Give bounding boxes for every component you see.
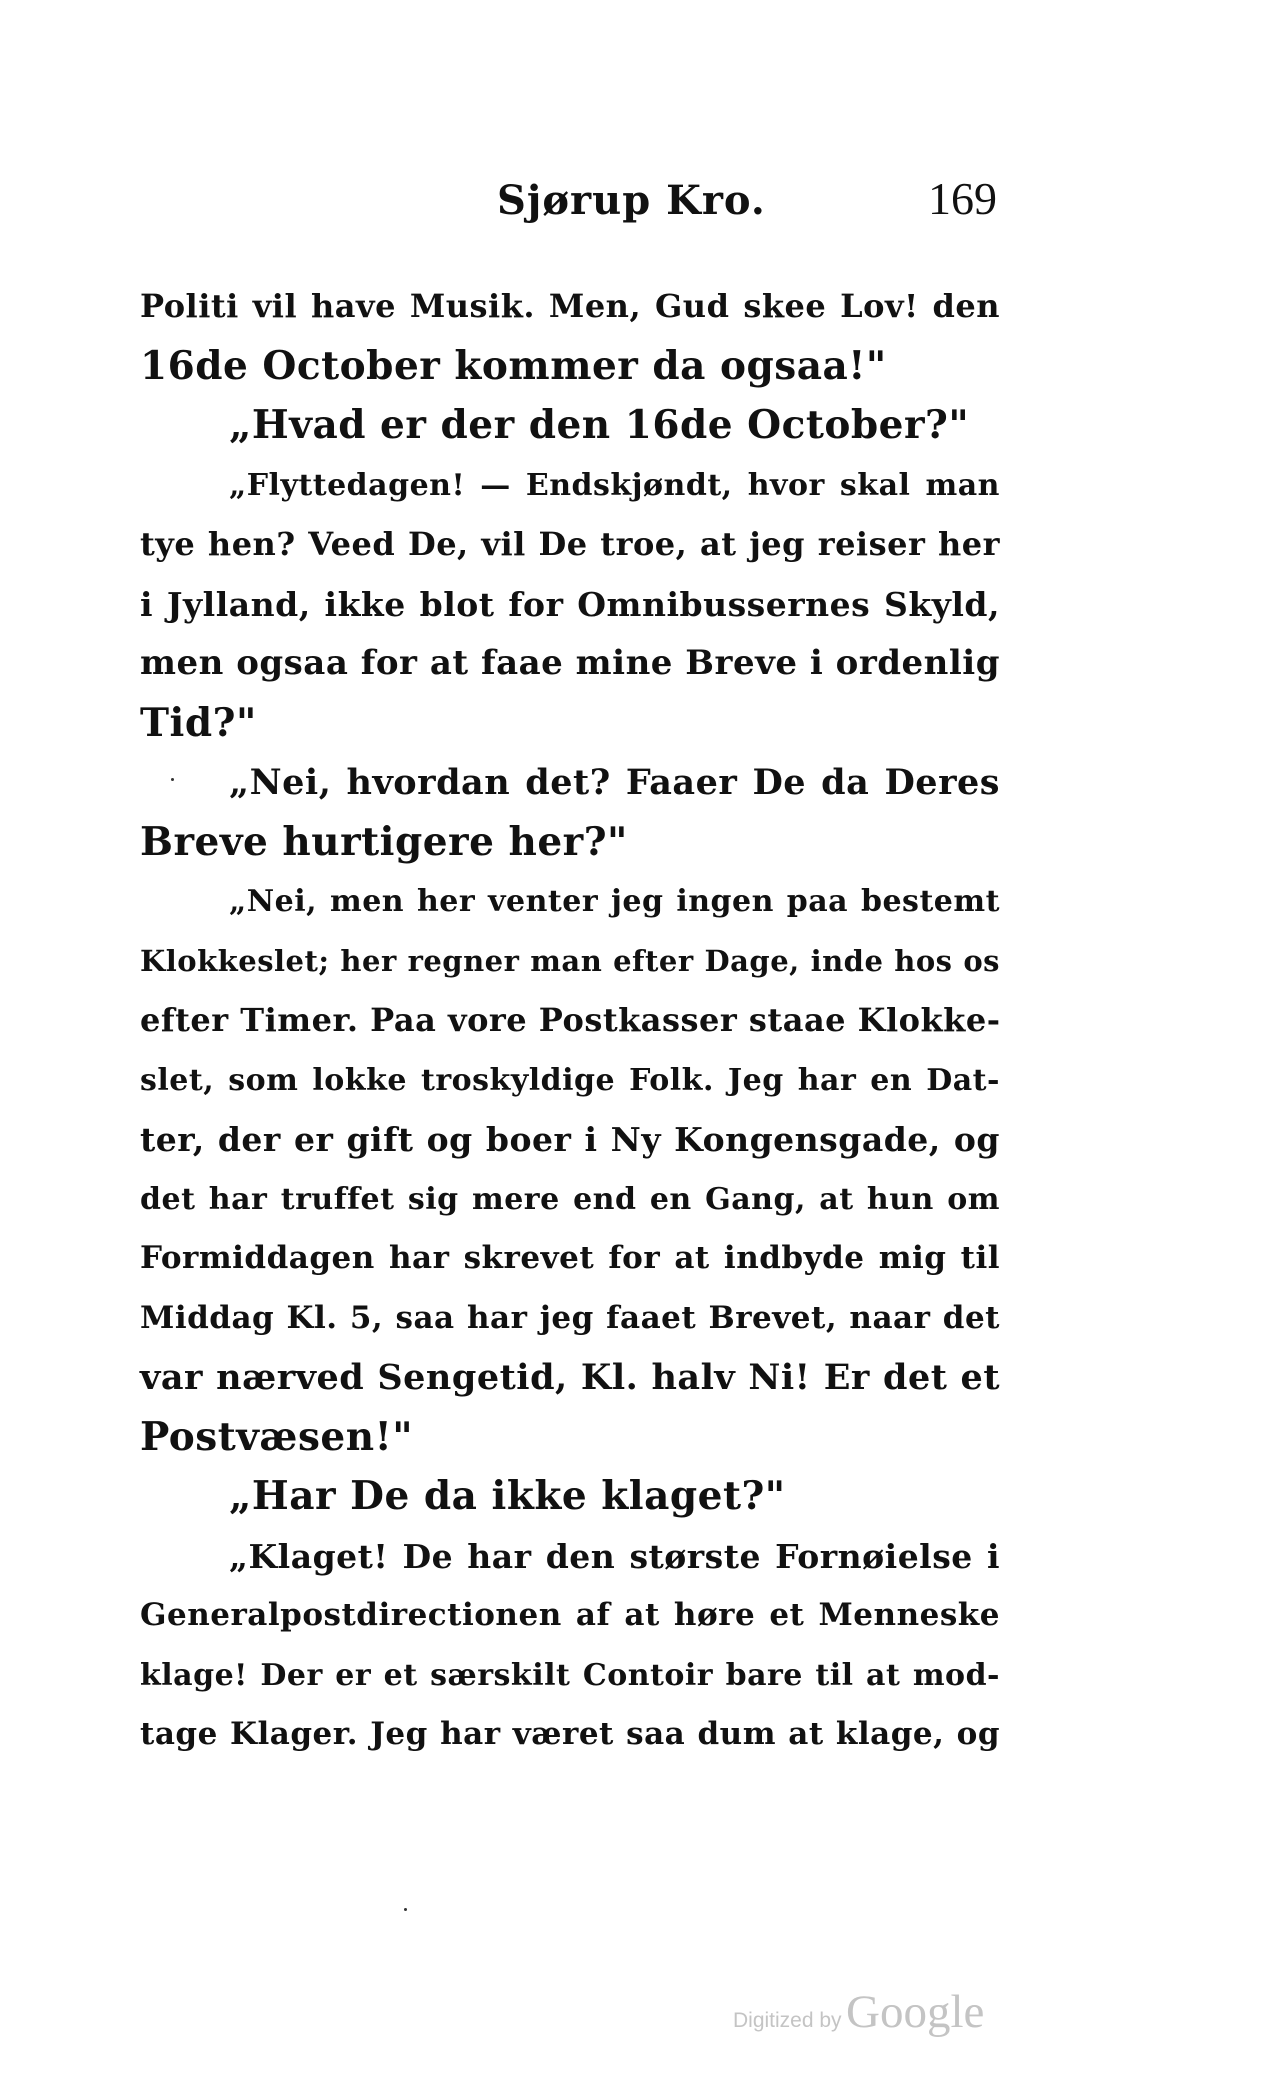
page-number: 169 [928, 173, 997, 224]
text-line: Klokkeslet; her regner man efter Dage, inde hos os [140, 943, 1000, 978]
text-line: Generalpostdirectionen af at høre et Menneske [140, 1597, 1000, 1633]
body-text [140, 277, 1000, 1765]
text-line: Politi vil have Musik. Men, Gud skee Lov! den [140, 287, 1000, 325]
text-line: Tid?" [140, 699, 257, 746]
text-line: men ogsaa for at faae mine Breve i ordenlig [140, 643, 1000, 683]
text-line: i Jylland, ikke blot for Omnibussernes Skyld, [140, 584, 1000, 624]
text-line: „Flyttedagen! — Endskjøndt, hvor skal man [229, 467, 1000, 503]
watermark-prefix: Digitized by [733, 2009, 842, 2032]
text-line: var nærved Sengetid, Kl. halv Ni! Er det et [140, 1357, 1000, 1398]
text-line: Postvæsen!" [140, 1413, 414, 1460]
text-line: ter, der er gift og boer i Ny Kongensgade, og [140, 1120, 1000, 1159]
text-line: „Har De da ikke klaget?" [229, 1473, 786, 1519]
text-line: tage Klager. Jeg har været saa dum at klage, og [140, 1716, 1000, 1752]
text-line: „Hvad er der den 16de October?" [229, 402, 970, 448]
text-line: klage! Der er et særskilt Contoir bare til at mod- [140, 1657, 1000, 1693]
text-line: Formiddagen har skrevet for at indbyde mig til [140, 1240, 1000, 1276]
text-line: efter Timer. Paa vore Postkasser staae Klokke- [140, 1001, 1001, 1039]
text-line: „Nei, men her venter jeg ingen paa bestemt [229, 884, 1000, 919]
text-line: slet, som lokke troskyldige Folk. Jeg har en Dat- [140, 1062, 1000, 1098]
text-line: Breve hurtigere her?" [140, 818, 628, 865]
running-title: Sjørup Kro. [497, 177, 766, 224]
print-speck [404, 1908, 407, 1911]
google-logo: Google [846, 1986, 985, 2038]
text-line: Middag Kl. 5, saa har jeg faaet Brevet, naar det [140, 1299, 1000, 1336]
text-line: „Klaget! De har den største Fornøielse i [229, 1536, 1000, 1576]
text-line: „Nei, hvordan det? Faaer De da Deres [229, 762, 1000, 803]
text-line: tye hen? Veed De, vil De troe, at jeg reiser her [140, 525, 1000, 563]
print-speck [171, 778, 174, 781]
text-line: 16de October kommer da ogsaa!" [140, 342, 887, 389]
digitized-watermark [733, 1985, 984, 2039]
text-line: det har truffet sig mere end en Gang, at hun om [140, 1181, 1000, 1217]
